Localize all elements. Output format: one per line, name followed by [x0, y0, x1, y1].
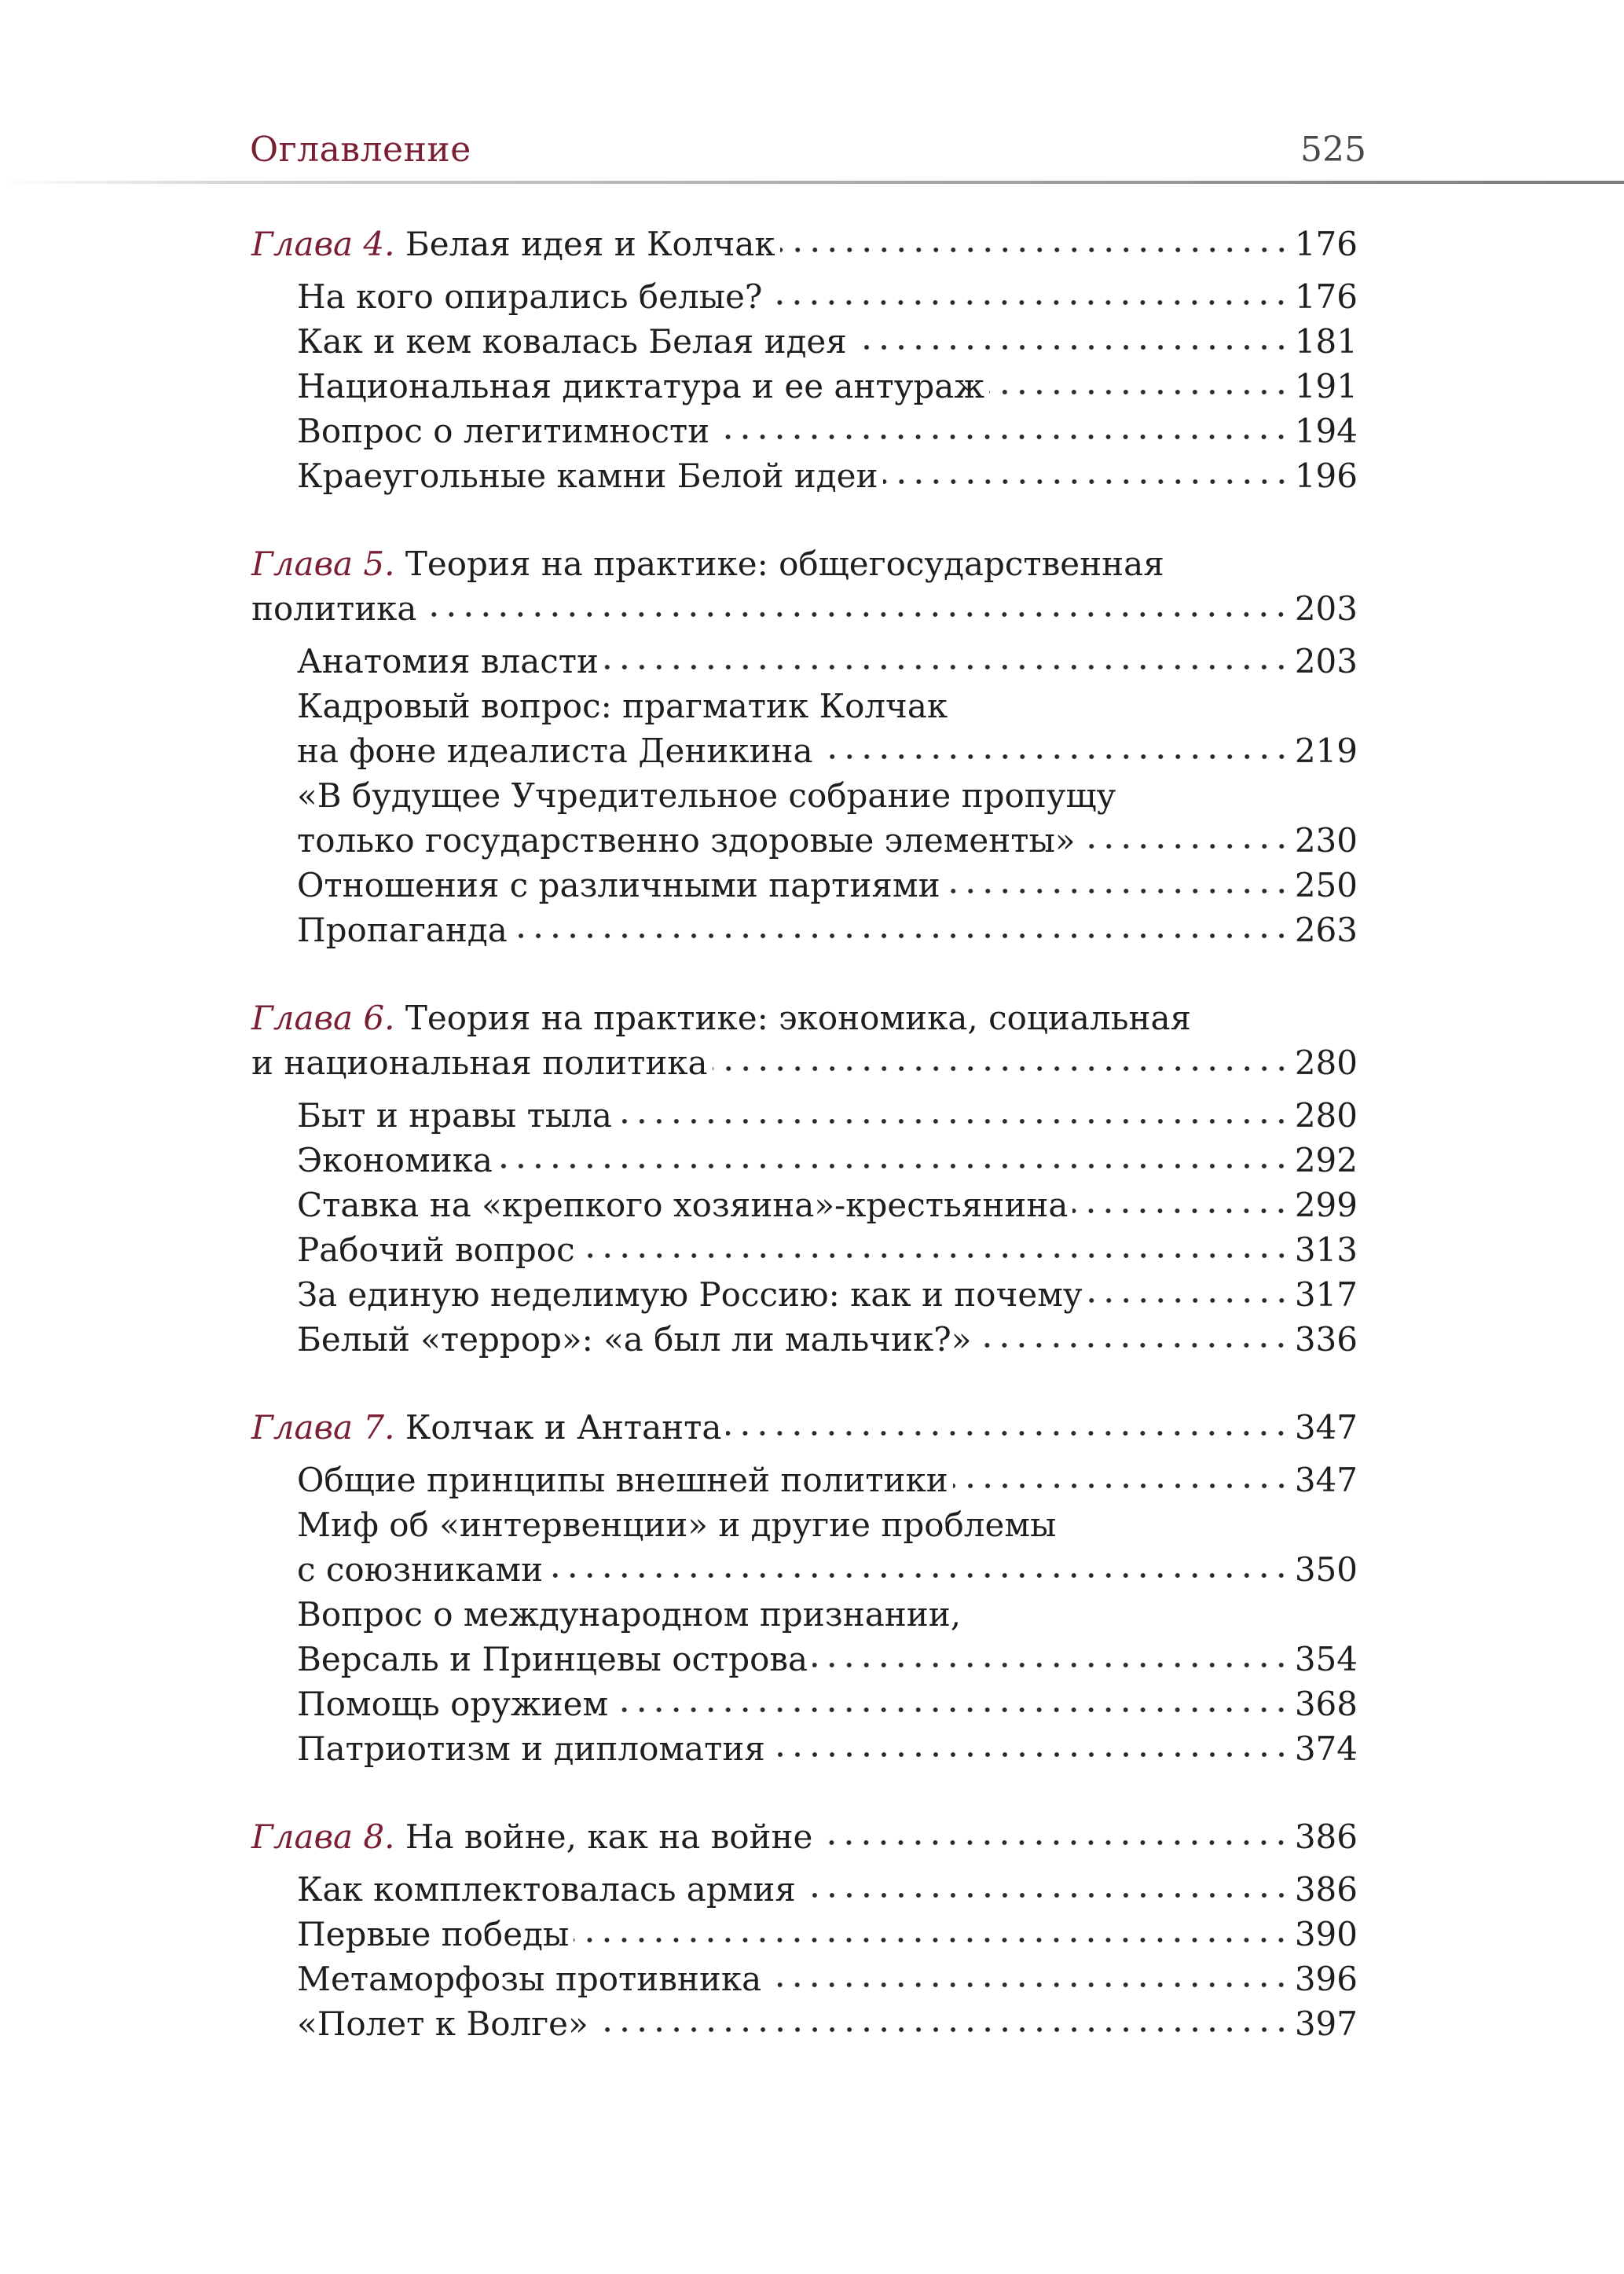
- chapter-6: [251, 996, 1358, 1362]
- toc-entry[interactable]: [297, 453, 1358, 498]
- section-page: 194: [1294, 412, 1358, 450]
- page-number: 525: [1300, 130, 1366, 170]
- chapter-heading[interactable]: [251, 1405, 1358, 1450]
- toc-entry[interactable]: [297, 1227, 1358, 1272]
- section-list: [251, 274, 1358, 498]
- dot-leader: [767, 297, 1289, 308]
- section-title: «В будущее Учредительное собрание пропущу: [297, 776, 1116, 815]
- dot-leader: [883, 476, 1290, 487]
- section-page: 230: [1294, 821, 1358, 860]
- section-page: 317: [1294, 1275, 1358, 1314]
- toc-entry[interactable]: [297, 1912, 1358, 1957]
- section-title: Помощь оружием: [297, 1685, 609, 1723]
- section-page: 191: [1294, 367, 1358, 405]
- toc-entry[interactable]: [297, 1093, 1358, 1138]
- dot-leader: [726, 1428, 1289, 1439]
- chapter-page: 203: [1294, 589, 1358, 628]
- section-page: 263: [1294, 911, 1358, 949]
- dot-leader: [593, 2024, 1290, 2035]
- dot-leader: [713, 1063, 1290, 1074]
- dot-leader: [1080, 841, 1290, 852]
- section-page: 390: [1294, 1915, 1358, 1953]
- chapter-heading[interactable]: [251, 541, 1358, 586]
- chapter-page: 176: [1294, 225, 1358, 263]
- section-page: 374: [1294, 1729, 1358, 1768]
- section-title: Первые победы: [297, 1915, 570, 1953]
- section-list: [251, 639, 1358, 952]
- section-page: 336: [1294, 1320, 1358, 1359]
- dot-leader: [945, 886, 1290, 897]
- section-page: 280: [1294, 1096, 1358, 1135]
- chapter-label: Глава 6.: [251, 999, 395, 1037]
- section-page: 250: [1294, 866, 1358, 904]
- dot-leader: [548, 1570, 1290, 1581]
- header-rule: [0, 181, 1624, 184]
- dot-leader: [766, 1979, 1290, 1990]
- section-page: 299: [1294, 1186, 1358, 1224]
- toc-entry[interactable]: [297, 908, 1358, 952]
- chapter-page: 347: [1294, 1408, 1358, 1447]
- section-title: За единую неделимую Россию: как и почему: [297, 1275, 1083, 1314]
- chapter-8: [251, 1814, 1358, 2046]
- section-title: Версаль и Принцевы острова: [297, 1640, 808, 1678]
- toc-entry-line1[interactable]: [297, 1502, 1358, 1547]
- dot-leader: [818, 751, 1290, 762]
- dot-leader: [512, 930, 1290, 941]
- toc-entry-line1[interactable]: [297, 773, 1358, 818]
- dot-leader: [497, 1161, 1290, 1172]
- toc-entry[interactable]: [297, 1547, 1358, 1592]
- page-header: [0, 0, 1624, 189]
- toc-entry[interactable]: [297, 1138, 1358, 1183]
- dot-leader: [953, 1480, 1290, 1491]
- section-page: 347: [1294, 1461, 1358, 1499]
- dot-leader: [1072, 1205, 1289, 1216]
- dot-leader: [580, 1250, 1290, 1261]
- chapter-title: На войне, как на войне: [394, 1817, 813, 1856]
- section-title: Краеугольные камни Белой идеи: [297, 457, 878, 495]
- section-title: Отношения с различными партиями: [297, 866, 940, 904]
- section-page: 181: [1294, 322, 1358, 361]
- chapter-4: [251, 222, 1358, 498]
- dot-leader: [976, 1340, 1289, 1351]
- section-page: 350: [1294, 1550, 1358, 1589]
- dot-leader: [780, 244, 1290, 255]
- toc-entry[interactable]: [297, 1637, 1358, 1682]
- chapter-heading[interactable]: [251, 996, 1358, 1040]
- section-list: [251, 1458, 1358, 1771]
- dot-leader: [989, 387, 1290, 398]
- section-title: Национальная диктатура и ее антураж: [297, 367, 984, 405]
- chapter-label: Глава 4.: [251, 225, 395, 263]
- chapter-7: [251, 1405, 1358, 1771]
- section-title: Анатомия власти: [297, 642, 599, 680]
- chapter-title: Теория на практике: экономика, социальная: [394, 999, 1192, 1037]
- section-title: Вопрос о международном признании,: [297, 1595, 962, 1634]
- chapter-title-cont: и национальная политика: [251, 1043, 708, 1082]
- section-title: Как и кем ковалась Белая идея: [297, 322, 847, 361]
- section-page: 386: [1294, 1870, 1358, 1909]
- section-title: Вопрос о легитимности: [297, 412, 710, 450]
- toc-entry[interactable]: [297, 2001, 1358, 2046]
- chapter-page: 386: [1294, 1817, 1358, 1856]
- dot-leader: [770, 1749, 1290, 1760]
- dot-leader: [812, 1660, 1290, 1671]
- toc-entry[interactable]: [297, 863, 1358, 908]
- chapter-label: Глава 7.: [251, 1408, 395, 1447]
- section-list: [251, 1093, 1358, 1362]
- toc-entry[interactable]: [297, 1183, 1358, 1227]
- running-title: Оглавление: [250, 130, 471, 170]
- chapter-title: Колчак и Антанта: [394, 1408, 722, 1447]
- toc-entry[interactable]: [297, 1272, 1358, 1317]
- chapter-title: Белая идея и Колчак: [394, 225, 775, 263]
- dot-leader: [801, 1890, 1290, 1901]
- chapter-label: Глава 5.: [251, 545, 395, 583]
- section-title: Экономика: [297, 1141, 493, 1179]
- section-title: Патриотизм и дипломатия: [297, 1729, 765, 1768]
- toc-entry-line1[interactable]: [297, 1592, 1358, 1637]
- section-page: 354: [1294, 1640, 1358, 1678]
- chapter-heading-continued[interactable]: [251, 1040, 1358, 1085]
- section-title: Белый «террор»: «а был ли мальчик?»: [297, 1320, 972, 1359]
- section-title: Быт и нравы тыла: [297, 1096, 612, 1135]
- dot-leader: [714, 431, 1290, 442]
- chapter-heading[interactable]: [251, 1814, 1358, 1859]
- toc-entry[interactable]: [297, 728, 1358, 773]
- section-title: на фоне идеалиста Деникина: [297, 732, 813, 770]
- dot-leader: [603, 662, 1290, 673]
- chapter-page: 280: [1294, 1043, 1358, 1082]
- section-title: Ставка на «крепкого хозяина»-крестьянина: [297, 1186, 1069, 1224]
- toc-entry-line1[interactable]: [297, 684, 1358, 728]
- section-page: 219: [1294, 732, 1358, 770]
- section-title: Общие принципы внешней политики: [297, 1461, 948, 1499]
- dot-leader: [617, 1116, 1290, 1127]
- toc-entry[interactable]: [297, 1726, 1358, 1771]
- dot-leader: [613, 1704, 1290, 1715]
- toc-entry[interactable]: [297, 274, 1358, 319]
- section-page: 368: [1294, 1685, 1358, 1723]
- section-page: 292: [1294, 1141, 1358, 1179]
- chapter-title: Теория на практике: общегосударственная: [394, 545, 1164, 583]
- section-title: Пропаганда: [297, 911, 508, 949]
- toc-entry[interactable]: [297, 1957, 1358, 2001]
- chapter-title-cont: политика: [251, 589, 417, 628]
- toc-entry[interactable]: [297, 1317, 1358, 1362]
- section-title: Как комплектовалась армия: [297, 1870, 796, 1909]
- section-list: [251, 1867, 1358, 2046]
- toc-entry[interactable]: [297, 319, 1358, 364]
- section-title: только государственно здоровые элементы»: [297, 821, 1076, 860]
- toc-entry[interactable]: [297, 818, 1358, 863]
- toc-entry[interactable]: [297, 1867, 1358, 1912]
- section-page: 313: [1294, 1231, 1358, 1269]
- dot-leader: [852, 342, 1290, 353]
- section-page: 397: [1294, 2004, 1358, 2043]
- toc-entry[interactable]: [297, 639, 1358, 684]
- chapter-5: [251, 541, 1358, 952]
- section-title: На кого опирались белые?: [297, 277, 763, 316]
- toc-entry[interactable]: [297, 364, 1358, 409]
- section-title: Метаморфозы противника: [297, 1960, 762, 1998]
- dot-leader: [421, 609, 1289, 620]
- section-title: «Полет к Волге»: [297, 2004, 588, 2043]
- section-title: Миф об «интервенции» и другие проблемы: [297, 1506, 1057, 1544]
- chapter-label: Глава 8.: [251, 1817, 395, 1856]
- section-title: с союзниками: [297, 1550, 544, 1589]
- chapter-heading-continued[interactable]: [251, 586, 1358, 631]
- table-of-contents: [251, 222, 1358, 2046]
- section-page: 196: [1294, 457, 1358, 495]
- dot-leader: [574, 1935, 1289, 1946]
- toc-entry[interactable]: [297, 1682, 1358, 1726]
- section-page: 396: [1294, 1960, 1358, 1998]
- dot-leader: [1087, 1295, 1290, 1306]
- chapter-heading[interactable]: [251, 222, 1358, 266]
- section-page: 176: [1294, 277, 1358, 316]
- dot-leader: [817, 1837, 1289, 1848]
- section-page: 203: [1294, 642, 1358, 680]
- section-title: Рабочий вопрос: [297, 1231, 575, 1269]
- toc-entry[interactable]: [297, 409, 1358, 453]
- toc-entry[interactable]: [297, 1458, 1358, 1502]
- section-title: Кадровый вопрос: прагматик Колчак: [297, 687, 948, 725]
